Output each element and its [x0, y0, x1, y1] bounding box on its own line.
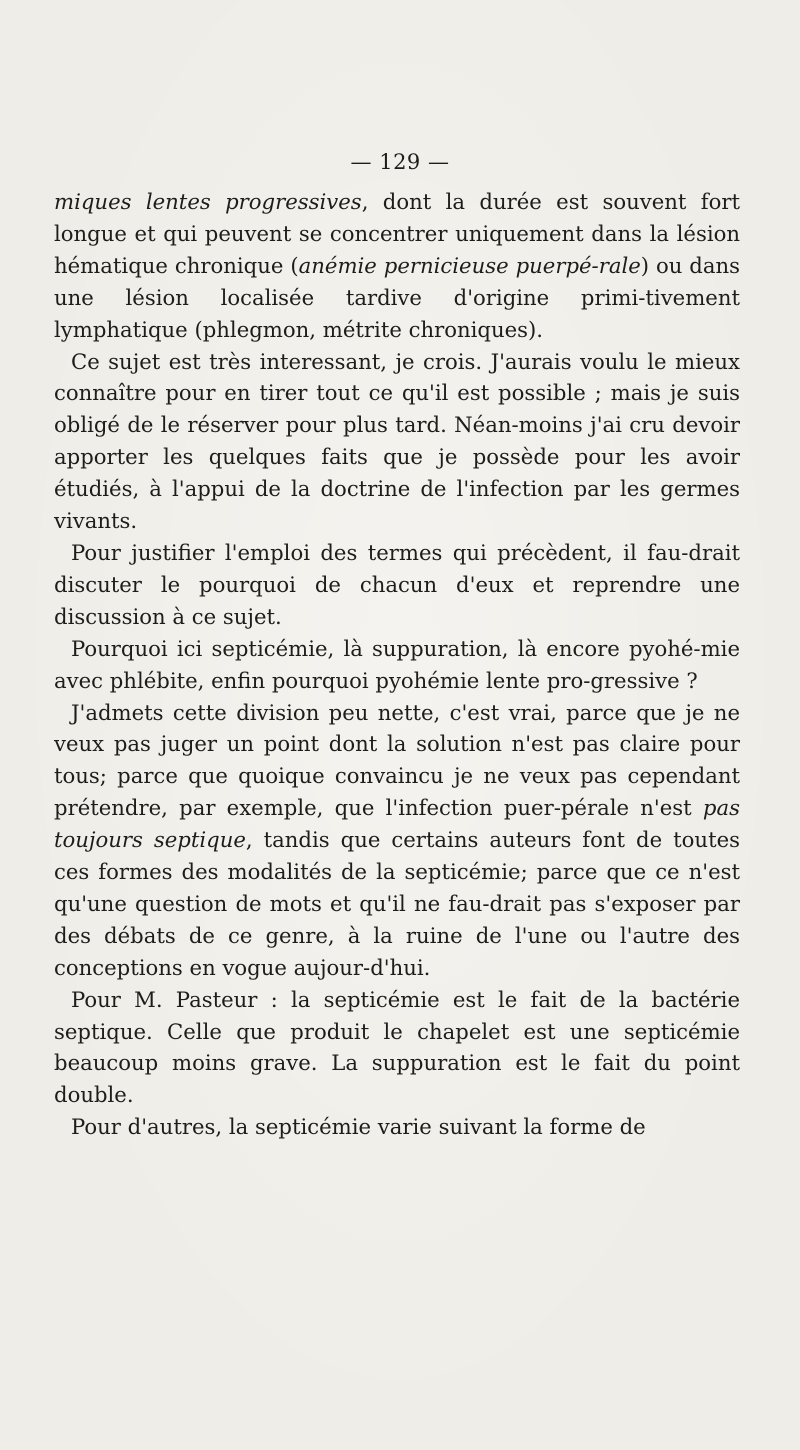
text-segment: Ce sujet est très interessant, je crois. J'aurais voulu le mieux connaître pour en tirer tout ce qu'il est possible ; mais je suis obligé de le réserver pour plus tard. Néan-moins j'ai cru devoir apporter les quelques faits que je possède pour les avoir étudiés, à l'appui de la doctrine de l'infection par les germes vivants.	[54, 348, 740, 534]
paragraph-7	[54, 1111, 740, 1143]
italic-text: anémie pernicieuse puerpé-rale	[298, 252, 641, 278]
paragraph-2	[54, 346, 740, 537]
text-segment: J'admets cette division peu nette, c'est vrai, parce que je ne veux pas juger un point dont la solution n'est pas claire pour tous; parce que quoique convaincu je ne veux pas cependant prétendre, par exemple, que l'infection puer-pérale n'est	[54, 699, 740, 821]
paragraph-5	[54, 697, 740, 984]
text-segment: Pour d'autres, la septicémie varie suivant la forme de	[71, 1114, 646, 1140]
paragraph-3	[54, 537, 740, 633]
page-body	[54, 186, 740, 1143]
paragraph-1	[54, 186, 740, 346]
text-segment: , dont la durée est souvent fort longue et qui peuvent se concentrer uniquement dans la lésion hématique chronique (	[54, 189, 740, 278]
text-segment: Pourquoi ici septicémie, là suppuration, là encore pyohé-mie avec phlébite, enfin pourquoi pyohémie lente pro-gressive ?	[54, 635, 740, 693]
text-segment: , tandis que certains auteurs font de toutes ces formes des modalités de la septicémie; parce que ce n'est qu'une question de mots et qu'il ne fau-drait pas s'exposer par des débats de ce genre, à la ruine de l'une ou l'autre des conceptions en vogue aujour-d'hui.	[54, 827, 740, 980]
text-segment: ) ou dans une lésion localisée tardive d'origine primi-tivement lymphatique (phlegmon, métrite chroniques).	[54, 252, 741, 342]
italic-text: miques lentes progressives	[54, 189, 362, 214]
paragraph-6	[54, 984, 740, 1112]
text-segment: Pour justifier l'emploi des termes qui précèdent, il fau-drait discuter le pourquoi de chacun d'eux et reprendre une discussion à ce sujet.	[54, 539, 740, 629]
italic-text: pas toujours septique	[54, 795, 740, 853]
paragraph-4	[54, 633, 740, 697]
page-number: — 129 —	[350, 150, 450, 174]
text-segment: Pour M. Pasteur : la septicémie est le fait de la bactérie septique. Celle que produit le chapelet est une septicémie beaucoup moins grave. La suppuration est le fait du point double.	[54, 986, 740, 1108]
